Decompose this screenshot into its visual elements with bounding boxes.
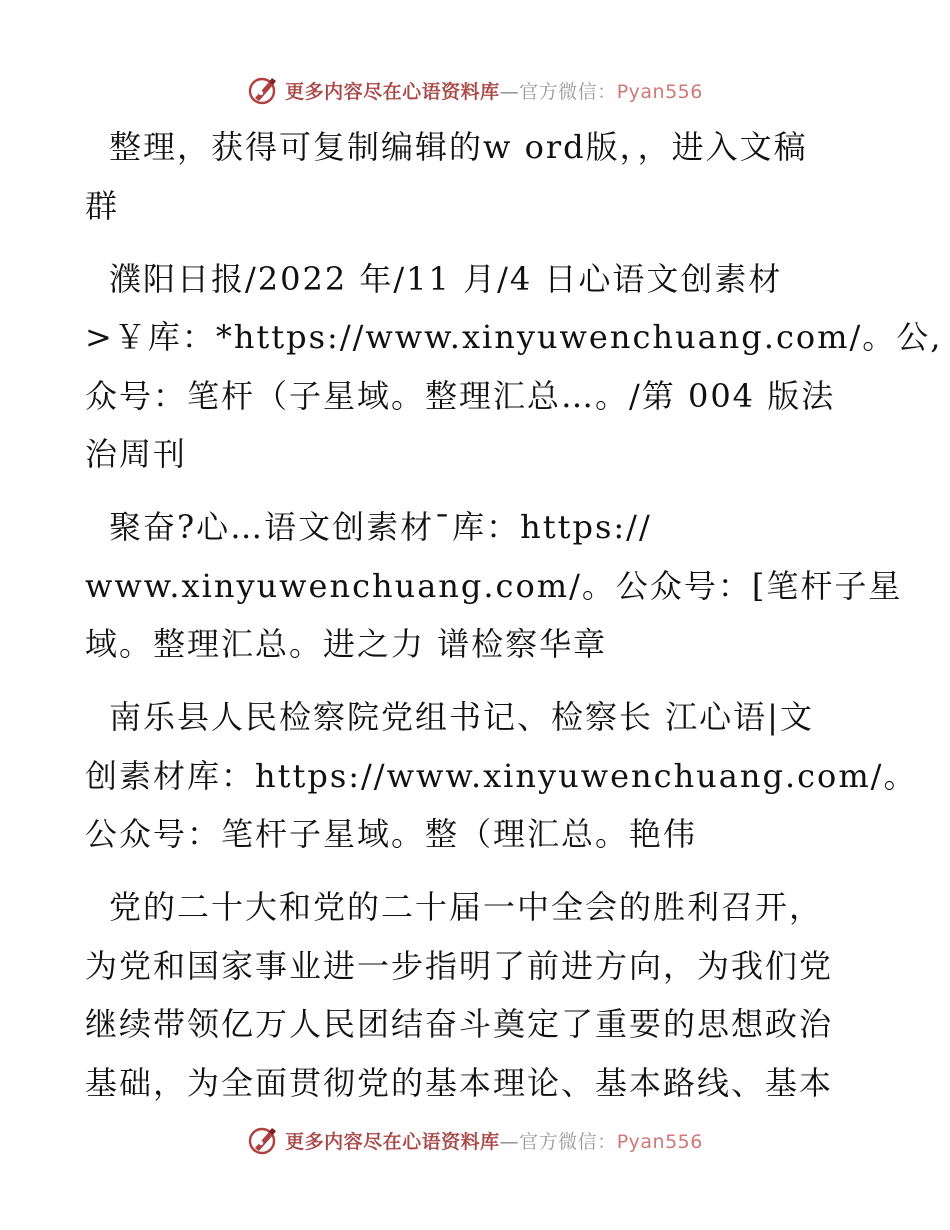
text-line: >￥库：*https://www.xinyuwenchuang.com/。公, bbox=[85, 318, 943, 356]
text-line: 继续带领亿万人民团结奋斗奠定了重要的思想政治 bbox=[85, 1005, 834, 1043]
text-line: 创素材库：https://www.xinyuwenchuang.com/。 bbox=[85, 756, 918, 795]
footer-banner-text bbox=[285, 1127, 703, 1154]
footer-banner bbox=[0, 1120, 950, 1160]
paragraph-2 bbox=[85, 250, 943, 484]
paragraph-1 bbox=[85, 118, 857, 235]
banner-dash: — bbox=[499, 1130, 520, 1153]
banner-main-text: 更多内容尽在心语资料库 bbox=[285, 1130, 500, 1153]
paragraph-3 bbox=[85, 498, 903, 674]
text-line: 众号：笔杆（子星域。整理汇总…。/第 004 版法 bbox=[85, 376, 836, 415]
header-banner bbox=[0, 70, 950, 110]
banner-label: 官方微信： bbox=[519, 1130, 617, 1153]
header-banner-text bbox=[285, 77, 703, 104]
document-body bbox=[85, 118, 943, 1127]
header-banner-inner bbox=[247, 74, 703, 106]
text-line: 南乐县人民检察院党组书记、检察长 江心语|文 bbox=[109, 698, 814, 736]
banner-main-text: 更多内容尽在心语资料库 bbox=[285, 80, 500, 103]
banner-dash: — bbox=[499, 80, 520, 103]
text-line: 治周刊 bbox=[85, 435, 188, 473]
paragraph-5 bbox=[85, 878, 857, 1112]
banner-wechat-id: Pyan556 bbox=[616, 80, 703, 103]
banner-label: 官方微信： bbox=[519, 80, 617, 103]
text-line: 域。整理汇总。进之力 谱检察华章 bbox=[85, 625, 608, 663]
text-line: 群 bbox=[85, 186, 120, 225]
text-line: 党的二十大和党的二十届一中全会的胜利召开， bbox=[109, 888, 824, 926]
footer-banner-inner bbox=[247, 1124, 703, 1156]
text-line: 整理，获得可复制编辑的w ord版，，进入文稿 bbox=[109, 128, 808, 166]
text-line: www.xinyuwenchuang.com/。公众号：[笔杆子星 bbox=[85, 566, 903, 605]
text-line: 基础，为全面贯彻党的基本理论、基本路线、基本 bbox=[85, 1063, 834, 1102]
paragraph-4 bbox=[85, 688, 918, 864]
banner-wechat-id: Pyan556 bbox=[616, 1130, 703, 1153]
text-line: 为党和国家事业进一步指明了前进方向，为我们党 bbox=[85, 946, 834, 985]
text-line: 濮阳日报/2022 年/11 月/4 日心语文创素材 bbox=[109, 259, 783, 298]
pen-seal-icon bbox=[247, 1124, 279, 1156]
text-line: 公众号：笔杆子星域。整（理汇总。艳伟 bbox=[85, 815, 698, 853]
text-line: 聚奋?心…语文创素材¯库：https:// bbox=[109, 508, 652, 546]
pen-seal-icon bbox=[247, 74, 279, 106]
